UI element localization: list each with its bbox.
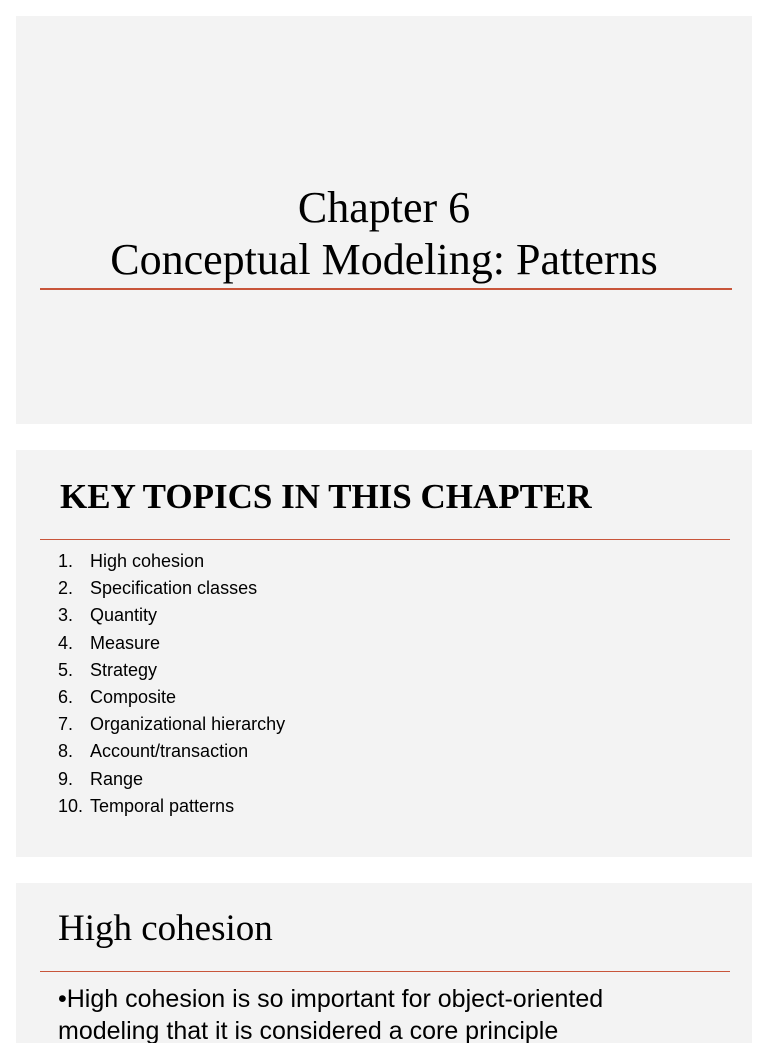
item-number: 6.	[58, 686, 74, 707]
item-number: 2.	[58, 578, 74, 599]
heading-divider	[40, 539, 730, 540]
high-cohesion-slide	[16, 883, 752, 1043]
high-cohesion-heading: High cohesion	[58, 908, 273, 949]
list-item	[58, 575, 285, 602]
list-item	[58, 684, 285, 711]
list-item	[58, 711, 285, 738]
item-number: 1.	[58, 551, 74, 571]
list-item	[58, 657, 285, 684]
title-divider	[40, 288, 732, 290]
item-label: Organizational hierarchy	[90, 714, 286, 735]
item-number: 5.	[58, 659, 74, 680]
heading-divider	[40, 971, 730, 972]
key-topics-heading: KEY TOPICS IN THIS CHAPTER	[60, 477, 592, 516]
chapter-number: Chapter 6	[297, 183, 471, 232]
item-number: 9.	[58, 768, 74, 789]
item-number: 3.	[58, 605, 74, 626]
list-item	[58, 548, 285, 575]
list-item	[58, 602, 285, 629]
item-label: Quantity	[90, 605, 158, 626]
bullet-paragraph: •High cohesion is so important for object-oriented modeling that it is considered a core principle	[58, 985, 604, 1043]
list-item	[58, 793, 285, 820]
item-label: Specification classes	[90, 578, 258, 599]
title-slide	[16, 16, 752, 424]
item-number: 7.	[58, 714, 74, 735]
key-topics-slide	[16, 450, 752, 857]
item-number: 8.	[58, 741, 74, 762]
item-label: Composite	[90, 686, 177, 707]
list-item	[58, 738, 285, 765]
item-number: 10.	[58, 795, 84, 816]
item-label: Account/transaction	[90, 741, 249, 762]
list-item	[58, 766, 285, 793]
item-label: High cohesion	[90, 551, 205, 571]
item-label: Strategy	[90, 659, 158, 680]
item-number: 4.	[58, 632, 74, 653]
item-label: Measure	[90, 632, 161, 653]
chapter-title: Conceptual Modeling: Patterns	[110, 235, 658, 284]
item-label: Range	[90, 768, 144, 789]
topics-list	[58, 548, 285, 820]
list-item	[58, 630, 285, 657]
item-label: Temporal patterns	[90, 795, 235, 816]
